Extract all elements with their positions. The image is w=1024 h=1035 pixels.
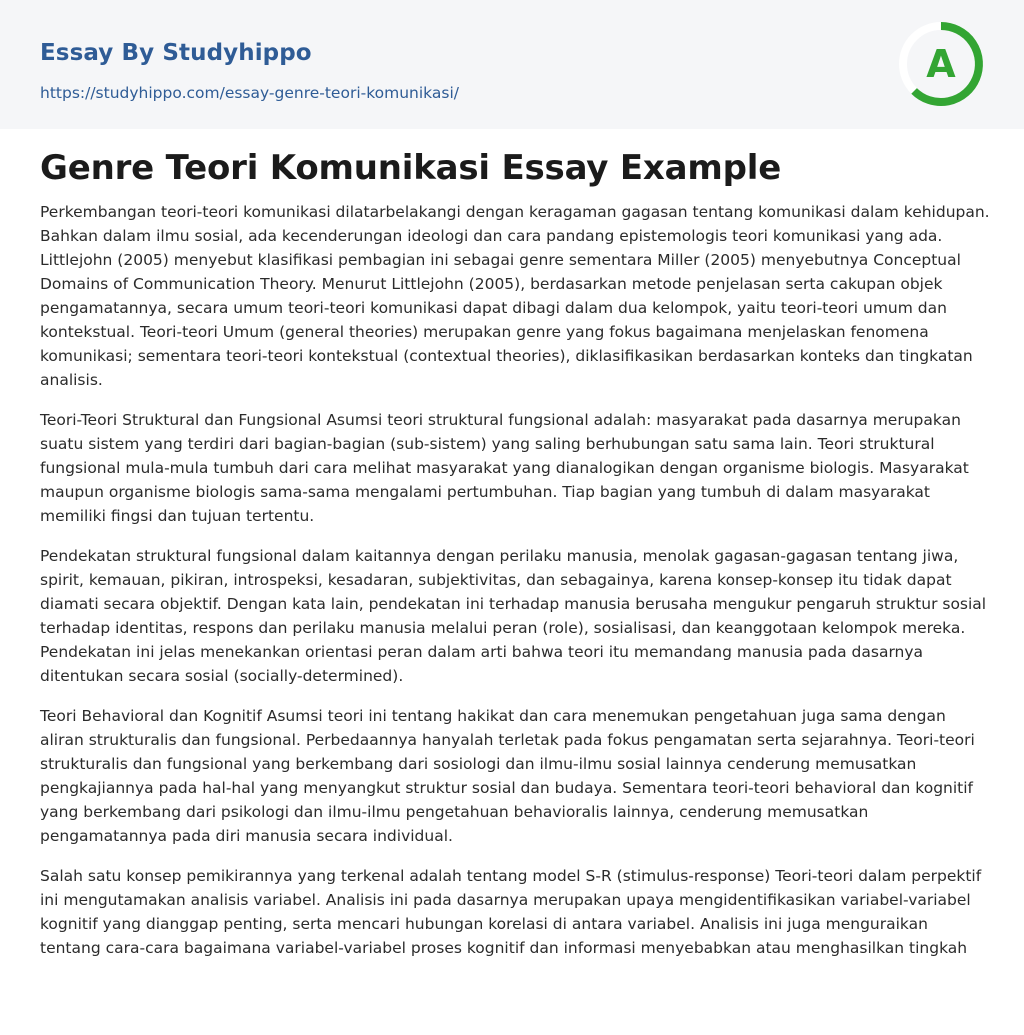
paragraph: Perkembangan teori-teori komunikasi dilatarbelakangi dengan keragaman gagasan tentang komunikasi dalam kehidupan. Bahkan dalam ilmu sosial, ada kecenderungan ideologi dan cara pandang epistemologis teori komunikasi yang ada. Littlejohn (2005) menyebut klasifikasi pembagian ini sebagai genre sementara Miller (2005) menyebutnya Conceptual Domains of Communication Theory. Menurut Littlejohn (2005), berdasarkan metode penjelasan serta cakupan objek pengamatannya, secara umum teori-teori komunikasi dapat dibagi dalam dua kelompok, yaitu teori-teori umum dan kontekstual. Teori-teori Umum (general theories) merupakan genre yang fokus bagaimana menjelaskan fenomena komunikasi; sementara teori-teori kontekstual (contextual theories), diklasifikasikan berdasarkan konteks dan tingkatan analisis. (40, 203, 990, 389)
page-url-link[interactable]: https://studyhippo.com/essay-genre-teori-komunikasi/ (40, 84, 459, 102)
site-brand[interactable]: Essay By Studyhippo (40, 40, 312, 66)
article-body (40, 144, 990, 976)
paragraph: Teori Behavioral dan Kognitif Asumsi teori ini tentang hakikat dan cara menemukan pengetahuan juga sama dengan aliran strukturalis dan fungsional. Perbedaannya hanyalah terletak pada fokus pengamatan serta sejarahnya. Teori-teori strukturalis dan fungsional yang berkembang dari sosiologi dan ilmu-ilmu sosial lainnya cenderung memusatkan pengkajiannya pada hal-hal yang menyangkut struktur sosial dan budaya. Sementara teori-teori behavioral dan kognitif yang berkembang dari psikologi dan ilmu-ilmu pengetahuan behavioralis lainnya, cenderung memusatkan pengamatannya pada diri manusia secara individual. (40, 707, 975, 845)
site-header (0, 0, 1024, 129)
paragraph: Teori-Teori Struktural dan Fungsional Asumsi teori struktural fungsional adalah: masyarakat pada dasarnya merupakan suatu sistem yang terdiri dari bagian-bagian (sub-sistem) yang saling berhubungan satu sama lain. Teori struktural fungsional mula-mula tumbuh dari cara melihat masyarakat yang dianalogikan dengan organisme biologis. Masyarakat maupun organisme biologis sama-sama mengalami pertumbuhan. Tiap bagian yang tumbuh di dalam masyarakat memiliki fingsi dan tujuan tertentu. (40, 411, 969, 525)
page-title: Genre Teori Komunikasi Essay Example (40, 148, 782, 188)
logo-letter: A (926, 42, 956, 86)
site-logo[interactable] (895, 18, 987, 110)
paragraph: Pendekatan struktural fungsional dalam kaitannya dengan perilaku manusia, menolak gagasan-gagasan tentang jiwa, spirit, kemauan, pikiran, introspeksi, kesadaran, subjektivitas, dan sebagainya, karena konsep-konsep itu tidak dapat diamati secara objektif. Dengan kata lain, pendekatan ini terhadap manusia berusaha mengukur pengaruh struktur sosial terhadap identitas, respons dan perilaku manusia melalui peran (role), sosialisasi, dan keanggotaan kelompok mereka. Pendekatan ini jelas menekankan orientasi peran dalam arti bahwa teori itu memandang manusia pada dasarnya ditentukan secara sosial (socially-determined). (40, 547, 987, 685)
paragraph: Salah satu konsep pemikirannya yang terkenal adalah tentang model S-R (stimulus-response) Teori-teori dalam perpektif ini mengutamakan analisis variabel. Analisis ini pada dasarnya merupakan upaya mengidentifikasikan variabel-variabel kognitif yang dianggap penting, serta mencari hubungan korelasi di antara variabel. Analisis ini juga menguraikan tentang cara-cara bagaimana variabel-variabel proses kognitif dan informasi menyebabkan atau menghasilkan tingkah (40, 867, 982, 957)
